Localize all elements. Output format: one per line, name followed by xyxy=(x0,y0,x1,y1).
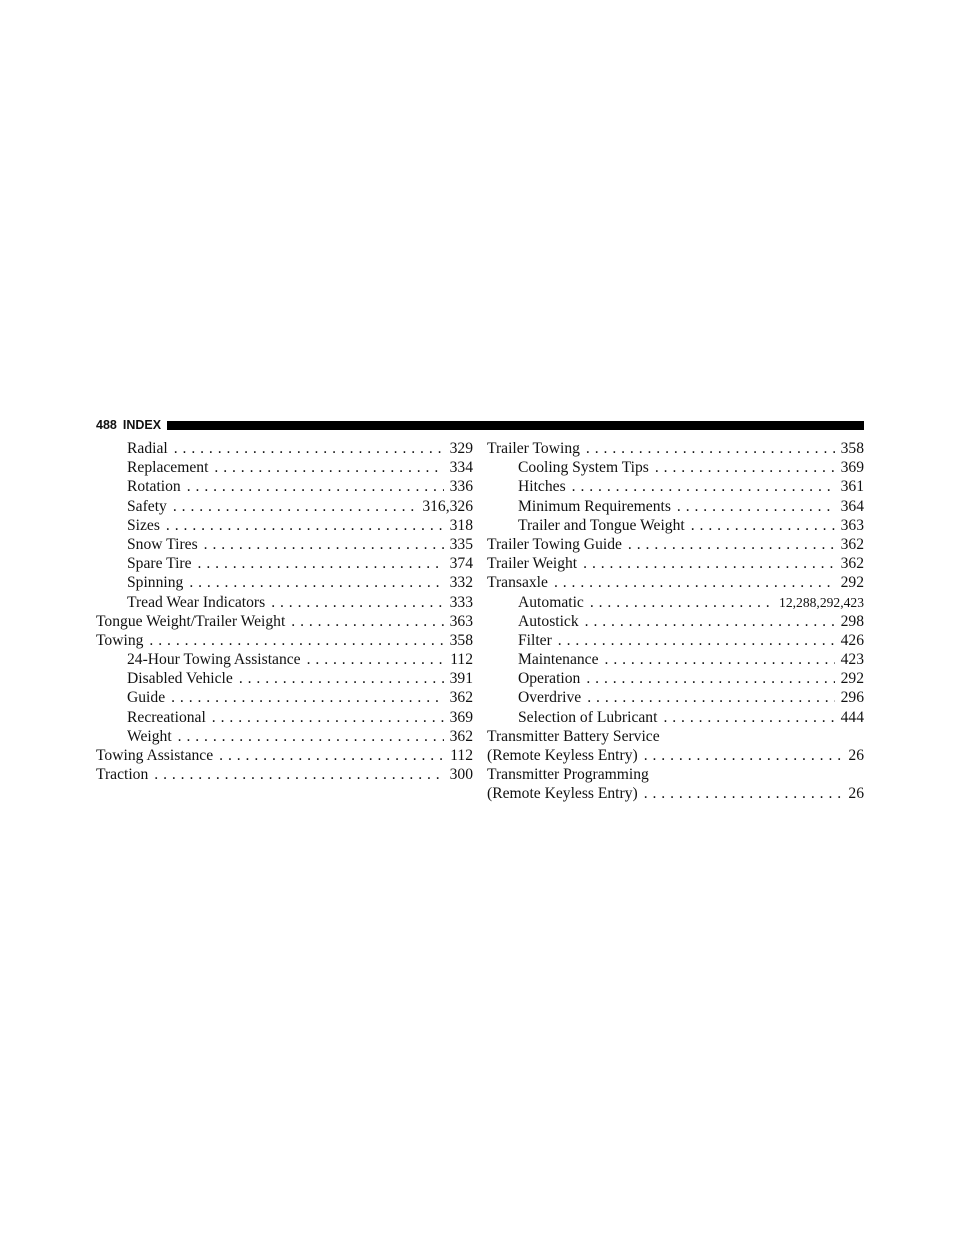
dot-leader xyxy=(291,612,443,631)
index-entry xyxy=(487,765,864,784)
index-term: Hitches xyxy=(518,478,566,496)
index-entry xyxy=(487,516,864,535)
index-term: Overdrive xyxy=(518,689,582,707)
index-term: Traction xyxy=(96,766,149,784)
page-reference: 426 xyxy=(840,631,864,649)
index-entry xyxy=(487,612,864,631)
dot-leader xyxy=(212,708,444,727)
dot-leader xyxy=(149,631,443,650)
index-term: Trailer Towing xyxy=(487,440,580,457)
page-reference: 358 xyxy=(449,631,473,649)
header-rule xyxy=(167,421,864,430)
index-entry xyxy=(96,612,473,631)
page-reference: 334 xyxy=(449,459,473,477)
dot-leader xyxy=(173,497,416,516)
section-title: INDEX xyxy=(122,418,162,432)
index-term: (Remote Keyless Entry) xyxy=(487,747,638,764)
dot-leader xyxy=(677,497,835,516)
dot-leader xyxy=(307,650,445,669)
index-entry xyxy=(96,631,473,650)
index-term: Trailer and Tongue Weight xyxy=(518,516,685,534)
page-reference: 12,288,292,423 xyxy=(779,594,864,610)
dot-leader xyxy=(655,458,835,477)
index-entry xyxy=(96,688,473,707)
index-column-right xyxy=(487,439,864,804)
index-entry xyxy=(96,439,473,458)
dot-leader xyxy=(605,650,835,669)
dot-leader xyxy=(239,669,444,688)
dot-leader xyxy=(271,593,443,612)
index-term: Rotation xyxy=(127,478,181,496)
page-reference: 298 xyxy=(840,612,864,630)
page-reference: 364 xyxy=(840,497,864,515)
index-entry xyxy=(487,746,864,765)
page-reference: 333 xyxy=(449,593,473,611)
index-term: Automatic xyxy=(518,593,584,611)
page-reference: 369 xyxy=(840,459,864,477)
page-reference: 292 xyxy=(840,574,864,592)
page-number: 488 xyxy=(96,418,117,432)
index-entry xyxy=(487,458,864,477)
index-entry xyxy=(487,727,864,746)
index-entry xyxy=(487,439,864,458)
index-entry xyxy=(487,708,864,727)
index-entry xyxy=(487,631,864,650)
page-reference: 296 xyxy=(840,689,864,707)
dot-leader xyxy=(663,708,834,727)
index-term: Transmitter Battery Service xyxy=(487,727,660,745)
index-entry xyxy=(96,765,473,784)
index-term: Towing Assistance xyxy=(96,747,214,764)
index-term: Sizes xyxy=(127,516,160,534)
index-term: Towing xyxy=(96,631,144,649)
dot-leader xyxy=(644,746,843,765)
index-entry xyxy=(487,593,864,612)
dot-leader xyxy=(644,784,843,803)
page-reference: 363 xyxy=(840,516,864,534)
page-reference: 316,326 xyxy=(422,497,473,515)
index-entry xyxy=(487,554,864,573)
index-term: Trailer Towing Guide xyxy=(487,535,622,553)
page-reference: 318 xyxy=(449,516,473,534)
dot-leader xyxy=(219,746,444,765)
index-term: Tread Wear Indicators xyxy=(127,593,266,611)
index-term: Operation xyxy=(518,670,581,688)
index-term: Autostick xyxy=(518,612,579,630)
index-term: Spinning xyxy=(127,574,184,592)
index-entry xyxy=(487,688,864,707)
index-entry xyxy=(96,708,473,727)
dot-leader xyxy=(587,688,834,707)
index-entry xyxy=(96,535,473,554)
index-entry xyxy=(487,669,864,688)
page-reference: 423 xyxy=(840,651,864,669)
dot-leader xyxy=(178,727,444,746)
dot-leader xyxy=(154,765,443,784)
index-entry xyxy=(487,650,864,669)
dot-leader xyxy=(558,631,835,650)
page-reference: 329 xyxy=(449,440,473,457)
index-term: Replacement xyxy=(127,459,209,477)
dot-leader xyxy=(214,458,443,477)
index-entry xyxy=(96,458,473,477)
page-header xyxy=(96,415,864,435)
index-term: Safety xyxy=(127,497,167,515)
dot-leader xyxy=(171,688,444,707)
page-reference: 362 xyxy=(449,689,473,707)
page-reference: 391 xyxy=(449,670,473,688)
page-reference: 300 xyxy=(449,766,473,784)
index-term: Maintenance xyxy=(518,651,599,669)
dot-leader xyxy=(585,612,835,631)
index-entry xyxy=(96,746,473,765)
dot-leader xyxy=(590,593,773,612)
index-term: Disabled Vehicle xyxy=(127,670,233,688)
page-reference: 26 xyxy=(848,747,864,764)
dot-leader xyxy=(174,439,444,458)
dot-leader xyxy=(189,573,443,592)
index-term: Guide xyxy=(127,689,166,707)
index-term: Trailer Weight xyxy=(487,555,578,573)
page-reference: 362 xyxy=(840,555,864,573)
index-term: Filter xyxy=(518,631,552,649)
index-term: Radial xyxy=(127,440,168,457)
index-term: Tongue Weight/Trailer Weight xyxy=(96,612,286,630)
index-entry xyxy=(487,784,864,803)
page-reference: 336 xyxy=(449,478,473,496)
page-reference: 26 xyxy=(848,785,864,803)
index-term: 24-Hour Towing Assistance xyxy=(127,651,301,669)
index-entry xyxy=(96,650,473,669)
index-entry xyxy=(96,477,473,496)
page-reference: 362 xyxy=(840,535,864,553)
index-term: Minimum Requirements xyxy=(518,497,671,515)
index-term: (Remote Keyless Entry) xyxy=(487,785,638,803)
dot-leader xyxy=(628,535,835,554)
index-entry xyxy=(487,535,864,554)
page-reference: 444 xyxy=(840,708,864,726)
dot-leader xyxy=(572,477,835,496)
index-term: Spare Tire xyxy=(127,555,192,573)
dot-leader xyxy=(166,516,444,535)
index-term: Selection of Lubricant xyxy=(518,708,658,726)
page-reference: 363 xyxy=(449,612,473,630)
index-term: Snow Tires xyxy=(127,535,198,553)
index-term: Cooling System Tips xyxy=(518,459,649,477)
dot-leader xyxy=(198,554,444,573)
dot-leader xyxy=(586,669,834,688)
page-reference: 362 xyxy=(449,727,473,745)
page-reference: 361 xyxy=(840,478,864,496)
dot-leader xyxy=(691,516,835,535)
index-entry xyxy=(96,573,473,592)
index-column-left xyxy=(96,439,473,784)
page-reference: 335 xyxy=(449,535,473,553)
index-term: Weight xyxy=(127,727,172,745)
index-term: Transaxle xyxy=(487,574,548,592)
index-entry xyxy=(96,727,473,746)
page-reference: 112 xyxy=(450,747,473,764)
index-term: Recreational xyxy=(127,708,206,726)
page-reference: 292 xyxy=(840,670,864,688)
dot-leader xyxy=(554,573,835,592)
page-reference: 358 xyxy=(840,440,864,457)
page-reference: 369 xyxy=(449,708,473,726)
page-reference: 332 xyxy=(449,574,473,592)
index-entry xyxy=(96,593,473,612)
dot-leader xyxy=(586,439,835,458)
index-entry xyxy=(96,669,473,688)
index-term: Transmitter Programming xyxy=(487,766,649,784)
index-entry xyxy=(96,497,473,516)
index-entry xyxy=(487,573,864,592)
index-entry xyxy=(96,516,473,535)
index-entry xyxy=(487,477,864,496)
page-reference: 112 xyxy=(450,651,473,669)
dot-leader xyxy=(204,535,444,554)
index-entry xyxy=(96,554,473,573)
dot-leader xyxy=(187,477,444,496)
dot-leader xyxy=(583,554,834,573)
index-entry xyxy=(487,497,864,516)
page-reference: 374 xyxy=(449,555,473,573)
